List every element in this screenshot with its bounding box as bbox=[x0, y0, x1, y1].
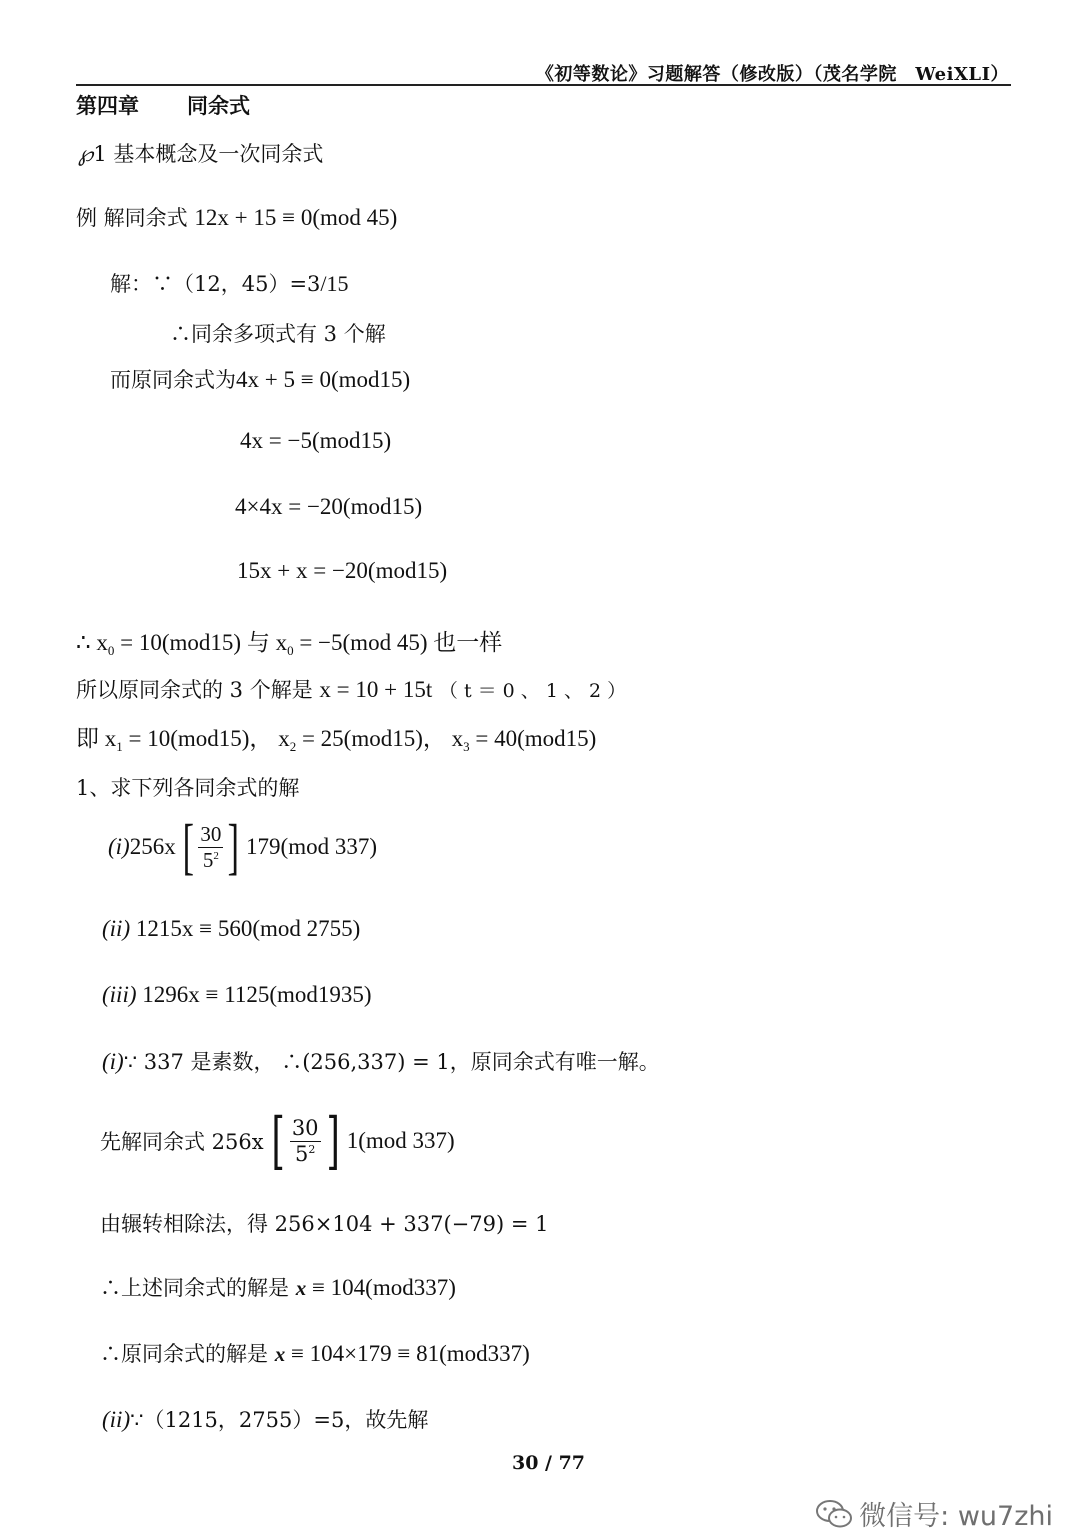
general-solution-line bbox=[76, 674, 626, 704]
wechat-icon bbox=[815, 1499, 853, 1529]
reduced-line bbox=[110, 364, 410, 394]
p1-label: (i) bbox=[108, 834, 130, 859]
sol3-a: x bbox=[451, 726, 464, 751]
p1-a: 256x bbox=[129, 834, 176, 859]
t-values: （ t ＝ 0 、 1 、 2 ） bbox=[438, 680, 627, 702]
page-number: 30 / 77 bbox=[511, 1452, 586, 1474]
general-label: 所以原同余式的 3 个解是 bbox=[76, 678, 320, 702]
chapter-heading bbox=[76, 90, 250, 120]
x0-text-c: = −5(mod 45) 也一样 bbox=[293, 630, 503, 655]
s4-c: ≡ 104(mod337) bbox=[306, 1275, 456, 1300]
p1-numerator: 30 bbox=[200, 822, 222, 847]
sub-0: 0 bbox=[107, 643, 115, 658]
s6-label: (ii) bbox=[102, 1407, 131, 1432]
step-3: 15x + x = −20(mod15) bbox=[237, 558, 448, 583]
watermark-text: 微信号: wu7zhi bbox=[859, 1501, 1053, 1532]
p3-eq: 1296x ≡ 1125(mod1935) bbox=[142, 982, 372, 1007]
problem-1 bbox=[108, 813, 377, 881]
p1-exponent: 2 bbox=[213, 849, 219, 862]
s1-label: (i) bbox=[102, 1049, 124, 1074]
chapter-title: 同余式 bbox=[187, 93, 250, 118]
s2-bracket-fraction: [ $\frac{30}{5^2}$ ] bbox=[271, 1104, 340, 1177]
step-1: 4x = −5(mod15) bbox=[240, 428, 392, 453]
solution-count-line: ∴同余多项式有 3 个解 bbox=[170, 322, 386, 346]
solution-i-intro bbox=[102, 1046, 660, 1076]
x0-text-b: = 10(mod15) 与 x bbox=[114, 630, 288, 655]
running-header: 《初等数论》习题解答（修改版）（茂名学院 WeiXLI） bbox=[535, 64, 1009, 85]
final-solution bbox=[100, 1338, 530, 1368]
problem-3 bbox=[102, 982, 372, 1008]
section-label: 1 基本概念及一次同余式 bbox=[93, 142, 324, 166]
example-label: 例 解同余式 bbox=[76, 206, 188, 230]
step-2: 4×4x = −20(mod15) bbox=[235, 494, 423, 519]
x0-text-a: ∴ x bbox=[76, 630, 108, 655]
header-rule bbox=[76, 84, 1011, 86]
euclid-line: 由辗转相除法，得 256×104 + 337(−79) = 1 bbox=[100, 1212, 549, 1236]
sub-2: 2 bbox=[289, 739, 297, 754]
p1-b: 179(mod 337) bbox=[246, 834, 377, 859]
p1-denominator: 5 bbox=[202, 847, 214, 872]
s2-a: 先解同余式 256x bbox=[100, 1130, 264, 1154]
s2-b: 1(mod 337) bbox=[346, 1128, 455, 1153]
s5-c: ≡ 104×179 ≡ 81(mod337) bbox=[285, 1341, 530, 1366]
sol2-b: = 25(mod15)， bbox=[296, 726, 452, 751]
s6-text: ∵（1215，2755）=5，故先解 bbox=[130, 1408, 429, 1432]
sub-0b: 0 bbox=[287, 643, 294, 658]
sub-1: 1 bbox=[116, 739, 123, 754]
s4-a: ∴上述同余式的解是 bbox=[100, 1276, 296, 1300]
p3-label: (iii) bbox=[102, 982, 137, 1007]
s5-x: x bbox=[274, 1342, 286, 1366]
p2-eq: 1215x ≡ 560(mod 2755) bbox=[135, 916, 361, 941]
x0-line bbox=[76, 624, 502, 659]
section-heading bbox=[78, 138, 323, 168]
sub-3: 3 bbox=[463, 739, 470, 754]
s4-x: x bbox=[295, 1276, 307, 1300]
s2-numerator: 30 bbox=[291, 1116, 319, 1141]
gcd-divides: 15 bbox=[326, 271, 349, 296]
exercise-title: 1、求下列各同余式的解 bbox=[76, 776, 300, 800]
s2-exponent: 2 bbox=[308, 1142, 316, 1156]
gcd-line: 解：∵（12，45）=3/15 bbox=[110, 271, 349, 296]
reduced-equation: 4x + 5 ≡ 0(mod15) bbox=[236, 367, 411, 392]
example-statement bbox=[76, 202, 397, 232]
three-solutions-line bbox=[76, 720, 596, 755]
p1-bracket-fraction: [ $\frac{30}{5^2}$ ] bbox=[182, 813, 240, 881]
gcd-text: 解：∵（12，45）=3 bbox=[110, 272, 321, 296]
chapter-number: 第四章 bbox=[76, 93, 139, 118]
s2-denominator: 5 bbox=[294, 1141, 309, 1166]
example-equation: 12x + 15 ≡ 0(mod 45) bbox=[194, 205, 398, 230]
sol1-b: = 10(mod15)， bbox=[122, 726, 279, 751]
watermark bbox=[815, 1494, 1053, 1533]
sol1-a: 即 x bbox=[76, 726, 117, 751]
solve-first-line bbox=[100, 1104, 455, 1177]
intermediate-solution bbox=[100, 1272, 456, 1302]
section-symbol: ℘ bbox=[78, 141, 94, 166]
sol3-b: = 40(mod15) bbox=[469, 726, 597, 751]
solution-ii-intro bbox=[102, 1404, 428, 1434]
sol2-a: x bbox=[278, 726, 290, 751]
reduced-label: 而原同余式为 bbox=[110, 368, 236, 392]
s5-a: ∴原同余式的解是 bbox=[100, 1342, 275, 1366]
s1-text: ∵ 337 是素数， ∴(256,337) = 1，原同余式有唯一解。 bbox=[123, 1050, 660, 1074]
general-formula: x = 10 + 15t bbox=[319, 677, 433, 702]
p2-label: (ii) bbox=[102, 916, 131, 941]
problem-2 bbox=[102, 916, 360, 942]
